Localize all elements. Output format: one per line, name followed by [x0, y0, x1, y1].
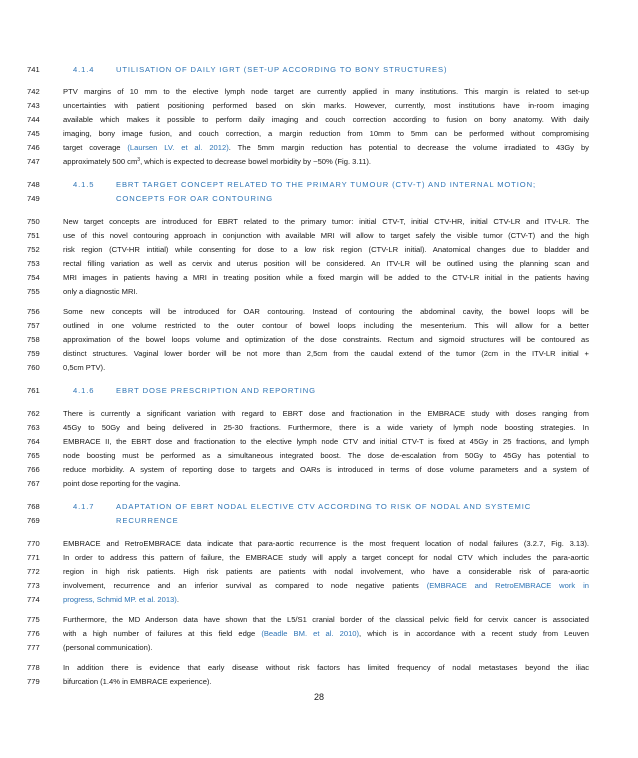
- text-line: 743 uncertainties with patient positioning performed based on skin marks. However, currently, most institutions have in-room imaging: [27, 101, 589, 110]
- section-title: EBRT TARGET CONCEPT RELATED TO THE PRIMARY TUMOUR (CTV-T) AND INTERNAL MOTION;: [116, 180, 536, 189]
- section-heading-4-1-6: [0, 385, 638, 397]
- section-heading-continued: [0, 193, 638, 205]
- text-line: 746 target coverage (Laursen LV. et al. 2012). The 5mm margin reduction has potential to decrease the volume irradiated to 43Gy by: [27, 143, 589, 152]
- section-title: EBRT DOSE PRESCRIPTION AND REPORTING: [116, 386, 316, 395]
- page-number: 28: [313, 692, 324, 702]
- section-number: 4.1.6: [73, 386, 95, 395]
- line-number: 741: [27, 65, 40, 74]
- section-heading-4-1-7: [0, 501, 638, 513]
- text-line: 750 New target concepts are introduced for EBRT related to the primary tumor: initial CTV-T, initial CTV-HR, initial CTV-LR and ITV-LR. The: [27, 217, 589, 226]
- text-line: 779 bifurcation (1.4% in EMBRACE experience).: [27, 677, 212, 686]
- line-number: 749: [27, 194, 40, 203]
- citation-link[interactable]: progress, Schmid MP. et al. 2013): [63, 595, 177, 604]
- section-title: UTILISATION OF DAILY IGRT (SET-UP ACCORDING TO BONY STRUCTURES): [116, 65, 448, 74]
- section-number: 4.1.4: [73, 65, 95, 74]
- text-line: 773 involvement, recurrence and an inferior survival as compared to node negative patients (EMBRACE and RetroEMBRACE work in: [27, 581, 589, 590]
- text-line: 745 imaging, bony image fusion, and couch correction, a margin reduction from 10mm to 5mm can be performed without compromising: [27, 129, 589, 138]
- text-line: 775 Furthermore, the MD Anderson data have shown that the L5/S1 cranial border of the classical pelvic field for cervix cancer is associated: [27, 615, 589, 624]
- section-title: ADAPTATION OF EBRT NODAL ELECTIVE CTV ACCORDING TO RISK OF NODAL AND SYSTEMIC: [116, 502, 532, 511]
- section-number: 4.1.7: [73, 502, 95, 511]
- text-line: 758 approximation of the bowel loops volume and optimization of the dose constraints. Rectum and sigmoid structures will be contoured as: [27, 335, 589, 344]
- line-number: 748: [27, 180, 40, 189]
- text-line: 759 distinct structures. Vaginal lower border will be not more than 2,5cm from the caudal extend of the tumor (2cm in the ITV-LR initial +: [27, 349, 589, 358]
- text-line: 747 approximately 500 $cm^3$, which is expected to decrease bowel morbidity by ~50% (Fig. 3.11).: [27, 157, 372, 166]
- text-line: 777 (personal communication).: [27, 643, 153, 652]
- text-line: 751 use of this novel contouring approach in conjunction with available MRI will allow to target safely the visible tumor (CTV-T) and the high: [27, 231, 589, 240]
- text-line: 742 PTV margins of 10 mm to the elective lymph node target are currently applied in many institutions. This margin is related to set-up: [27, 87, 589, 96]
- text-line: 744 available which makes it possible to perform daily imaging and couch correction according to fusion on bony anatomy. With daily: [27, 115, 589, 124]
- text-line: 774 progress, Schmid MP. et al. 2013).: [27, 595, 179, 604]
- line-number: 769: [27, 516, 40, 525]
- text-line: 756 Some new concepts will be introduced for OAR contouring. Instead of contouring the abdominal cavity, the bowel loops will be: [27, 307, 589, 316]
- line-number: 768: [27, 502, 40, 511]
- text-line: 767 point dose reporting for the vagina.: [27, 479, 181, 488]
- text-line: 753 rectal filling variation as well as cervix and uterus position will be considered. An ITV-LR will be outlined using the planning scan and: [27, 259, 589, 268]
- text-line: 771 In order to address this pattern of failure, the EMBRACE study will apply a target concept for nodal CTV which includes the para-aortic: [27, 553, 589, 562]
- text-line: 762 There is currently a significant variation with regard to EBRT dose and fractionation in the EMBRACE study with doses ranging from: [27, 409, 589, 418]
- text-line: 752 risk region (CTV-HR intitial) while consenting for dose to a low risk region (CTV-LR initial). Anatomical changes due to bladder and: [27, 245, 589, 254]
- citation-link[interactable]: (Beadle BM. et al. 2010): [261, 629, 360, 638]
- section-number: 4.1.5: [73, 180, 95, 189]
- text-line: 766 reduce morbidity. A system of reporting dose to targets and OARs is introduced in terms of dose volume parameters and a system of: [27, 465, 589, 474]
- section-title: CONCEPTS FOR OAR CONTOURING: [116, 194, 274, 203]
- text-line: 770 EMBRACE and RetroEMBRACE data indicate that para-aortic recurrence is the most frequent location of nodal failures (3.2.7, Fig. 3.13).: [27, 539, 589, 548]
- text-line: 760 0,5cm PTV).: [27, 363, 106, 372]
- text-line: 764 EMBRACE II, the EBRT dose and fractionation to the elective lymph node CTV and initial CTV-T is fixed at 45Gy in 25 fractions, and lymph: [27, 437, 589, 446]
- text-line: 778 In addition there is evidence that early disease without risk factors has limited frequency of nodal metastases beyond the iliac: [27, 663, 589, 672]
- text-line: 772 region in high risk patients. High risk patients are patients with nodal involvement, who have a considerable risk of para-aortic: [27, 567, 589, 576]
- citation-link[interactable]: (EMBRACE and RetroEMBRACE work in: [426, 581, 589, 590]
- line-number: 761: [27, 386, 40, 395]
- text-line: 763 45Gy to 50Gy and being delivered in 25-30 fractions. Furthermore, there is a wide variety of lymph node boosting strategies. In: [27, 423, 589, 432]
- section-heading-4-1-5: [0, 179, 638, 191]
- section-title: RECURRENCE: [116, 516, 179, 525]
- text-line: 776 with a high number of failures at this field edge (Beadle BM. et al. 2010), which is in accordance with a recent study from Leuven: [27, 629, 589, 638]
- text-line: 754 MRI images in patients having a MRI in treating position while a fixed margin will be added to the CTV-LR initial in the patients having: [27, 273, 589, 282]
- section-heading-continued: [0, 515, 638, 527]
- text-line: 755 only a diagnostic MRI.: [27, 287, 138, 296]
- text-line: 757 outlined in one volume restricted to the outer contour of bowel loops including the mesenterium. This will allow for a better: [27, 321, 589, 330]
- text-line: 765 node boosting must be performed as a simultaneous integrated boost. The dose de-escalation from 50Gy to 45Gy has potential to: [27, 451, 589, 460]
- citation-link[interactable]: (Laursen LV. et al. 2012): [127, 143, 229, 152]
- section-heading-4-1-4: [0, 64, 638, 76]
